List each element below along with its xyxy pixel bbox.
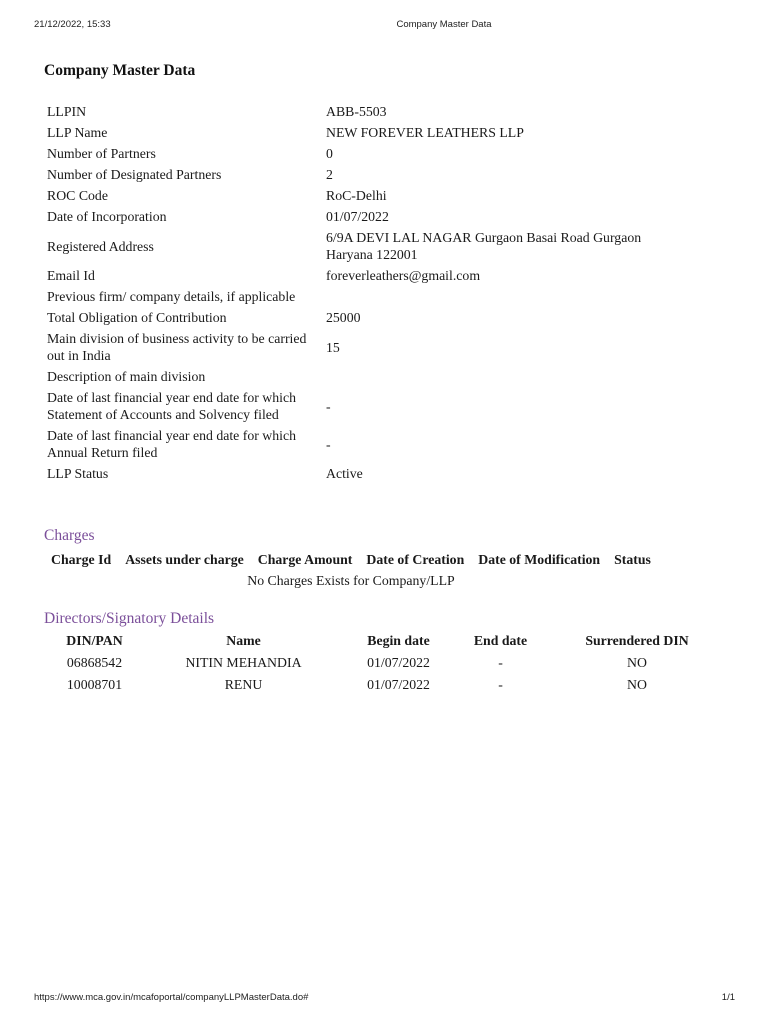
- master-row: [44, 122, 689, 143]
- directors-cell: -: [498, 676, 503, 692]
- directors-cell: 01/07/2022: [367, 654, 430, 670]
- directors-cell: -: [498, 654, 503, 670]
- master-row: [44, 286, 689, 307]
- print-datetime: 21/12/2022, 15:33: [34, 19, 111, 30]
- master-value: RoC-Delhi: [326, 188, 387, 203]
- directors-section-title: Directors/Signatory Details: [44, 610, 215, 627]
- print-page-number: 1/1: [721, 992, 735, 1003]
- master-label: LLP Status: [47, 466, 109, 481]
- master-label: Email Id: [47, 268, 95, 283]
- charges-empty-row: [44, 570, 658, 591]
- print-url: https://www.mca.gov.in/mcafoportal/companyLLPMasterData.do#: [34, 992, 309, 1003]
- charges-header-cell: Charge Amount: [257, 552, 353, 567]
- directors-header-cell: Surrendered DIN: [585, 633, 689, 648]
- page-title: Company Master Data: [44, 62, 196, 79]
- master-value: 2: [326, 167, 333, 182]
- directors-cell: 10008701: [66, 676, 123, 692]
- directors-cell: 06868542: [66, 654, 123, 670]
- directors-cell: RENU: [224, 676, 263, 692]
- directors-row: [44, 673, 728, 695]
- master-value: -: [326, 436, 331, 452]
- directors-cell: NO: [627, 676, 647, 692]
- master-label: Date of Incorporation: [47, 209, 167, 224]
- master-value: Active: [326, 466, 363, 481]
- charges-header-row: [44, 549, 658, 570]
- master-value: -: [326, 398, 331, 414]
- master-row: [44, 463, 689, 484]
- master-value: 0: [326, 146, 333, 161]
- charges-header-cell: Assets under charge: [125, 552, 244, 567]
- master-label: ROC Code: [47, 188, 108, 203]
- master-label: Previous firm/ company details, if applicable: [47, 289, 296, 304]
- print-header: [0, 19, 768, 33]
- print-page-title: Company Master Data: [396, 19, 492, 30]
- master-row: [44, 143, 689, 164]
- master-value: 01/07/2022: [326, 209, 389, 224]
- charges-header-cell: Date of Creation: [366, 552, 465, 567]
- directors-header-cell: DIN/PAN: [66, 633, 123, 648]
- directors-table: [44, 630, 728, 695]
- master-label: LLP Name: [47, 125, 108, 140]
- master-row: [44, 328, 689, 366]
- charges-empty-message: No Charges Exists for Company/LLP: [247, 573, 455, 588]
- master-label: Number of Designated Partners: [47, 167, 222, 182]
- charges-header-cell: Date of Modification: [478, 552, 601, 567]
- master-label: Main division of business activity to be carried out in India: [47, 331, 307, 363]
- directors-cell: NITIN MEHANDIA: [185, 654, 302, 670]
- master-value: foreverleathers@gmail.com: [326, 268, 481, 283]
- master-label: Total Obligation of Contribution: [47, 310, 227, 325]
- print-footer: [0, 992, 768, 1006]
- master-label: Description of main division: [47, 369, 206, 384]
- charges-header-cell: Charge Id: [51, 552, 112, 567]
- directors-header-row: [44, 630, 728, 651]
- charges-table: [44, 549, 658, 591]
- directors-header-cell: Begin date: [367, 633, 430, 648]
- master-value: [323, 286, 689, 307]
- master-row: [44, 185, 689, 206]
- charges-section-title: Charges: [44, 527, 95, 544]
- directors-header-cell: Name: [226, 633, 261, 648]
- master-value: NEW FOREVER LEATHERS LLP: [326, 125, 524, 140]
- charges-header-cell: Status: [614, 552, 651, 567]
- master-value: [323, 366, 689, 387]
- master-row: [44, 307, 689, 328]
- master-row: [44, 265, 689, 286]
- master-value: 15: [326, 339, 340, 355]
- directors-cell: 01/07/2022: [367, 676, 430, 692]
- master-label: Date of last financial year end date for which Annual Return filed: [47, 428, 296, 460]
- master-row: [44, 387, 689, 425]
- master-row: [44, 101, 689, 122]
- master-value: 25000: [326, 310, 361, 325]
- master-row: [44, 425, 689, 463]
- master-row: [44, 206, 689, 227]
- master-label: Number of Partners: [47, 146, 156, 161]
- directors-header-cell: End date: [473, 633, 528, 648]
- master-row: [44, 164, 689, 185]
- directors-row: [44, 651, 728, 673]
- master-row: [44, 366, 689, 387]
- master-value: ABB-5503: [326, 104, 387, 119]
- master-data-table: [44, 101, 689, 484]
- master-row: [44, 227, 689, 265]
- directors-cell: NO: [627, 654, 647, 670]
- master-label: LLPIN: [47, 104, 87, 119]
- master-value: 6/9A DEVI LAL NAGAR Gurgaon Basai Road Gurgaon Haryana 122001: [326, 230, 642, 262]
- master-label: Date of last financial year end date for which Statement of Accounts and Solvency filed: [47, 390, 296, 422]
- master-label: Registered Address: [47, 238, 154, 254]
